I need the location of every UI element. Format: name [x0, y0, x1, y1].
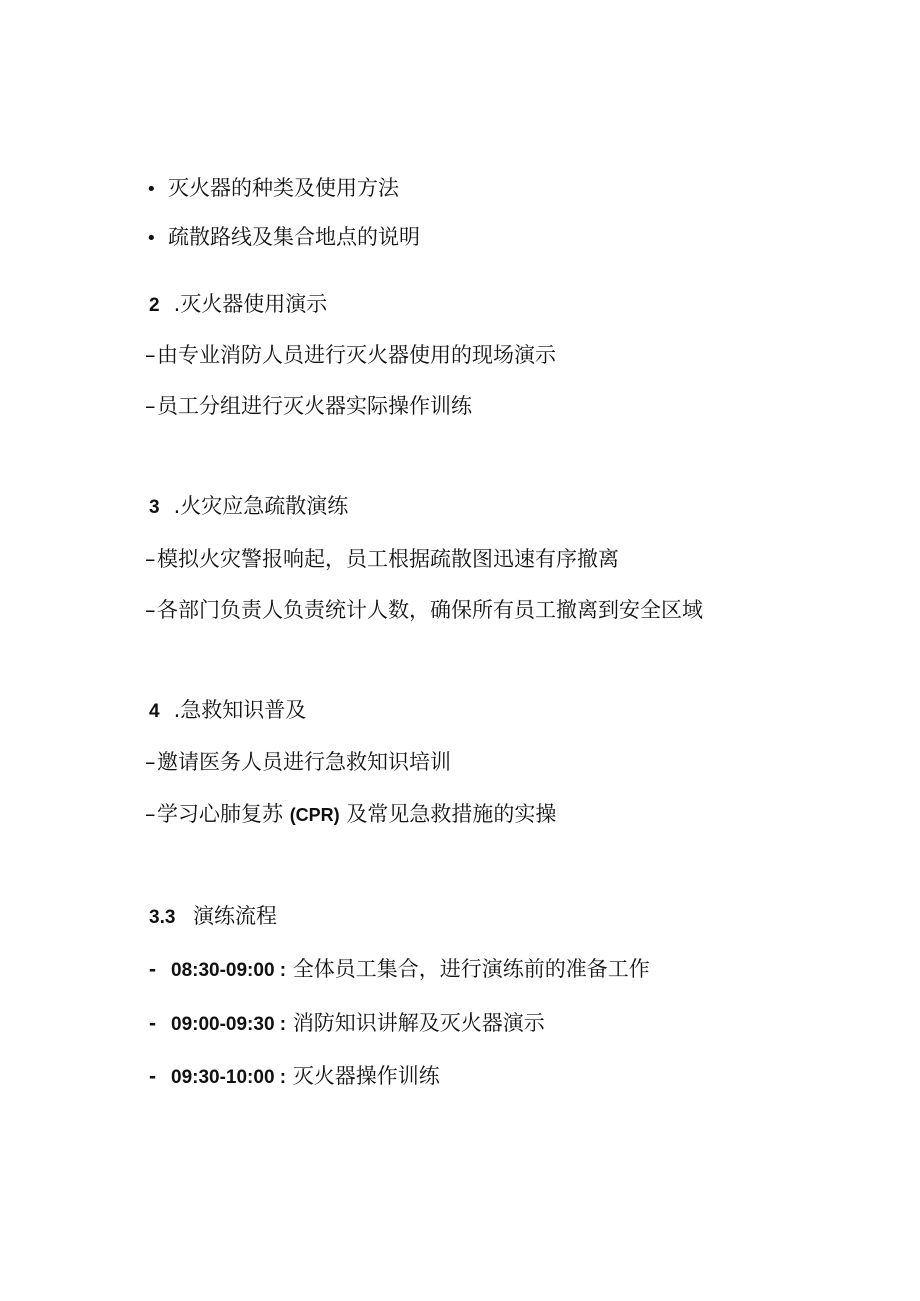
schedule-row	[149, 1062, 440, 1090]
item-3-line	[145, 596, 703, 624]
schedule-row	[149, 955, 650, 983]
dash-mark: –	[145, 343, 156, 367]
item-4-line	[145, 800, 556, 828]
item-title: .灭火器使用演示	[173, 292, 328, 316]
item-4-heading	[149, 696, 306, 724]
item-2-line	[145, 392, 472, 420]
dash-mark: -	[149, 1012, 156, 1035]
item-3-heading	[149, 492, 348, 520]
item-2-heading	[149, 290, 327, 318]
section-number: 3.3	[149, 907, 176, 928]
bullet-dot: •	[146, 228, 157, 249]
schedule-time: 09:00-09:30 :	[171, 1014, 287, 1035]
line-text: 员工分组进行灭火器实际操作训练	[157, 394, 472, 418]
dash-mark: –	[145, 394, 156, 418]
line-text-post: 及常见急救措施的实操	[346, 802, 557, 826]
dash-mark: -	[149, 1065, 156, 1088]
bullet-item	[146, 223, 420, 251]
section-title: 演练流程	[193, 904, 277, 928]
dash-mark: –	[145, 750, 156, 774]
dash-mark: –	[145, 547, 156, 571]
line-text: 各部门负责人负责统计人数，确保所有员工撤离到安全区域	[157, 598, 703, 622]
item-number: 2	[149, 295, 160, 316]
bullet-text: 灭火器的种类及使用方法	[168, 176, 399, 200]
item-number: 3	[149, 497, 160, 518]
schedule-text: 灭火器操作训练	[292, 1064, 440, 1088]
item-3-line	[145, 545, 619, 573]
schedule-text: 全体员工集合，进行演练前的准备工作	[292, 957, 650, 981]
item-2-line	[145, 341, 556, 369]
section-heading	[149, 902, 277, 930]
dash-mark: –	[145, 802, 156, 826]
schedule-time: 08:30-09:00 :	[171, 960, 287, 981]
schedule-text: 消防知识讲解及灭火器演示	[292, 1011, 545, 1035]
dash-mark: –	[145, 598, 156, 622]
line-text: 邀请医务人员进行急救知识培训	[157, 750, 451, 774]
bullet-text: 疏散路线及集合地点的说明	[168, 225, 420, 249]
item-4-line	[145, 748, 451, 776]
schedule-row	[149, 1009, 545, 1037]
cpr-abbrev: (CPR)	[289, 805, 340, 825]
dash-mark: -	[149, 958, 156, 981]
line-text: 由专业消防人员进行灭火器使用的现场演示	[157, 343, 556, 367]
bullet-item	[146, 174, 399, 202]
item-number: 4	[149, 701, 160, 722]
line-text-pre: 学习心肺复苏	[157, 802, 283, 826]
line-text: 模拟火灾警报响起，员工根据疏散图迅速有序撤离	[157, 547, 619, 571]
bullet-dot: •	[146, 179, 157, 200]
item-title: .急救知识普及	[173, 698, 307, 722]
schedule-time: 09:30-10:00 :	[171, 1067, 287, 1088]
item-title: .火灾应急疏散演练	[173, 494, 349, 518]
